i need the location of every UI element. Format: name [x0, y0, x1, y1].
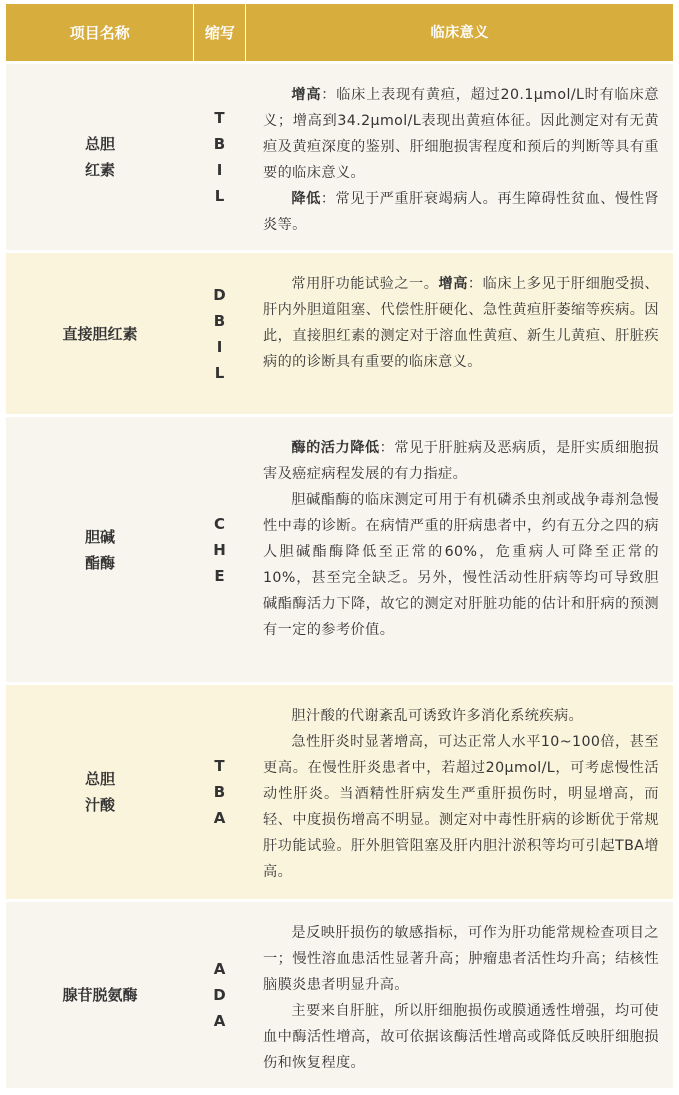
meaning-pre: 常用肝功能试验之一。 — [291, 276, 439, 292]
item-name: 胆碱 酯酶 — [84, 527, 115, 572]
meaning-paragraph — [263, 271, 659, 375]
liver-function-table — [6, 4, 673, 1091]
meaning-paragraph — [263, 435, 659, 487]
item-name: 总胆 汁酸 — [84, 770, 115, 814]
meaning-paragraph — [263, 487, 659, 643]
meaning-bold: 降低 — [291, 191, 321, 207]
item-meaning — [245, 417, 673, 682]
item-name: 总胆 红素 — [84, 135, 115, 179]
item-name: 直接胆红素 — [62, 324, 138, 343]
item-abbr: C H E — [213, 514, 226, 585]
meaning-text: 是反映肝损伤的敏感指标，可作为肝功能常规检查项目之一；慢性溶血患活性显著升高；肿瘤患者活性均升高；结核性脑膜炎患者明显升高。 — [263, 925, 659, 993]
item-meaning — [245, 253, 673, 414]
header-abbr: 缩写 — [193, 4, 246, 61]
item-abbr: T B A — [213, 757, 226, 827]
item-meaning — [245, 902, 673, 1088]
meaning-paragraph — [263, 186, 659, 238]
meaning-bold: 增高 — [438, 276, 468, 292]
meaning-text: ：常见于肝脏病及恶病质，是肝实质细胞损害及癌症病程发展的有力指症。 — [263, 440, 659, 482]
item-abbr: D B I L — [213, 285, 226, 382]
item-abbr: T B I L — [213, 109, 226, 205]
table-row — [6, 685, 673, 899]
header-name: 项目名称 — [69, 24, 130, 42]
item-meaning — [245, 685, 673, 899]
item-name: 腺苷脱氨酶 — [62, 986, 138, 1004]
meaning-paragraph — [263, 920, 659, 998]
meaning-text: ：临床上表现有黄疸，超过20.1μmol/L时有临床意义；增高到34.2μmol/L表现出黄疸体征。因此测定对有无黄疸及黄疸深度的鉴别、肝细胞损害程度和预后的判断等具有重要的临床意义。 — [263, 87, 659, 181]
header-meaning: 临床意义 — [430, 24, 489, 41]
meaning-paragraph — [263, 998, 659, 1076]
meaning-paragraph — [263, 703, 659, 729]
meaning-paragraph — [263, 82, 659, 186]
meaning-text: 胆碱酯酶的临床测定可用于有机磷杀虫剂或战争毒剂急慢性中毒的诊断。在病情严重的肝病患者中，约有五分之四的病人胆碱酯酶降低至正常的60%，危重病人可降至正常的10%，甚至完全缺乏。另外，慢性活动性肝病等均可导致胆碱酯酶活力下降，故它的测定对肝脏功能的估计和肝病的预测有一定的参考价值。 — [263, 492, 659, 638]
meaning-text: ：常见于严重肝衰竭病人。再生障碍性贫血、慢性肾炎等。 — [263, 191, 659, 233]
table-row — [6, 902, 673, 1088]
table-row — [6, 64, 673, 250]
table-row — [6, 253, 673, 414]
table-row — [6, 417, 673, 682]
meaning-text: 急性肝炎时显著增高，可达正常人水平10~100倍，甚至更高。在慢性肝炎患者中，若超过20μmol/L，可考虑慢性活动性肝炎。当酒精性肝病发生严重肝损伤时，明显增高，而轻、中度损伤增高不明显。测定对中毒性肝病的诊断优于常规肝功能试验。肝外胆管阻塞及肝内胆汁淤积等均可引起TBA增高。 — [263, 734, 659, 880]
meaning-paragraph — [263, 729, 659, 885]
item-abbr: A D A — [213, 960, 226, 1030]
meaning-bold: 酶的活力降低 — [291, 440, 380, 456]
meaning-text: 胆汁酸的代谢紊乱可诱致许多消化系统疾病。 — [291, 708, 584, 724]
item-meaning — [245, 64, 673, 250]
meaning-text: ：临床上多见于肝细胞受损、肝内外胆道阻塞、代偿性肝硬化、急性黄疸肝萎缩等疾病。因此，直接胆红素的测定对于溶血性黄疸、新生儿黄疸、肝脏疾病的的诊断具有重要的临床意义。 — [263, 276, 659, 370]
table-header — [6, 4, 673, 61]
meaning-text: 主要来自肝脏，所以肝细胞损伤或膜通透性增强，均可使血中酶活性增高，故可依据该酶活性增高或降低反映肝细胞损伤和恢复程度。 — [263, 1003, 659, 1071]
meaning-bold: 增高 — [291, 87, 322, 103]
